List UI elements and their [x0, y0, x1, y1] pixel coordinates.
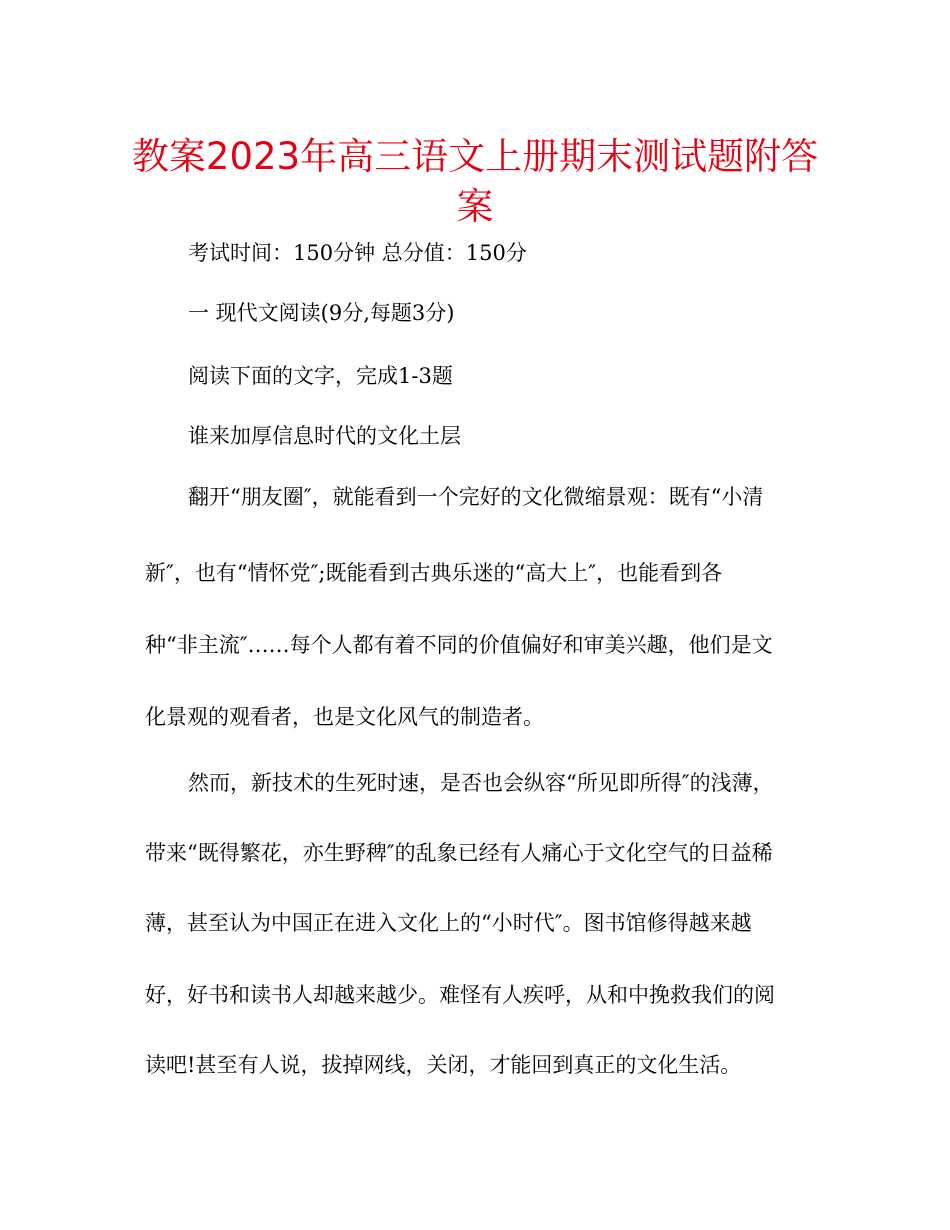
paragraph-line: 新″，也有“情怀党″;既能看到古典乐迷的“高大上″，也能看到各: [145, 561, 723, 585]
paragraph-line: 种“非主流″……每个人都有着不同的价值偏好和审美兴趣，他们是文: [145, 633, 773, 657]
exam-info-line: 考试时间：150分钟 总分值：150分: [188, 241, 527, 265]
paragraph-line: 带来“既得繁花，亦生野稗″的乱象已经有人痛心于文化空气的日益稀: [145, 841, 773, 865]
paragraph-line: 然而，新技术的生死时速，是否也会纵容“所见即所得″的浅薄，: [188, 771, 774, 795]
paragraph-line: 好，好书和读书人却越来越少。难怪有人疾呼，从和中挽救我们的阅: [145, 983, 775, 1007]
paragraph-line: 薄，甚至认为中国正在进入文化上的“小时代″。图书馆修得越来越: [145, 911, 752, 935]
paragraph-line: 读吧!甚至有人说，拔掉网线，关闭，才能回到真正的文化生活。: [145, 1053, 742, 1077]
document-title: 教案2023年高三语文上册期末测试题附答案: [131, 135, 819, 228]
article-title: 谁来加厚信息时代的文化土层: [188, 424, 461, 448]
section-heading: 一 现代文阅读(9分,每题3分): [188, 301, 455, 325]
instruction-line: 阅读下面的文字，完成1-3题: [188, 364, 453, 388]
paragraph-line: 化景观的观看者，也是文化风气的制造者。: [145, 705, 544, 729]
paragraph-line: 翻开“朋友圈″，就能看到一个完好的文化微缩景观：既有“小清: [188, 485, 764, 509]
